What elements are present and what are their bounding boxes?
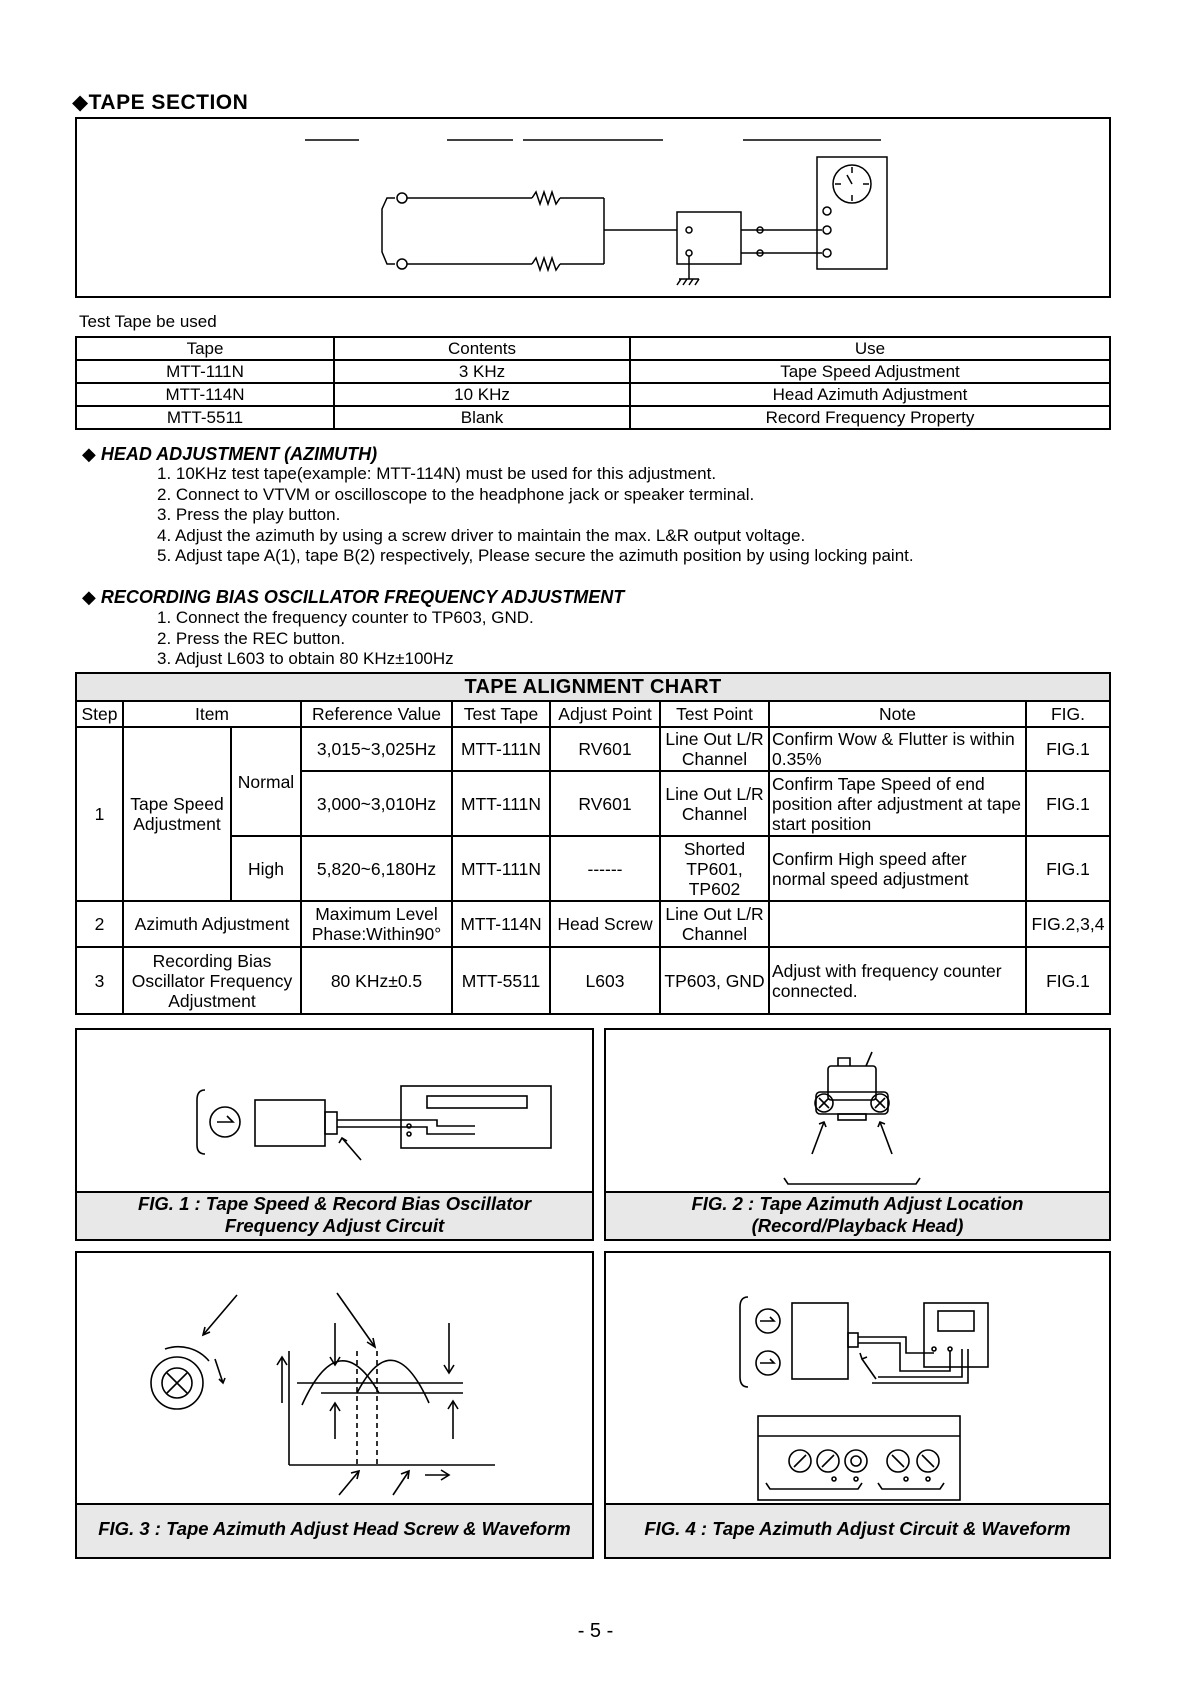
circuit-schematic-drawing bbox=[77, 119, 1109, 296]
note-cell bbox=[769, 901, 1026, 947]
table-cell: Shorted TP601, TP602 bbox=[660, 836, 769, 901]
table-cell: 5,820~6,180Hz bbox=[301, 836, 452, 901]
header-adjust-point: Adjust Point bbox=[550, 701, 660, 727]
table-cell: L603 bbox=[550, 947, 660, 1014]
table-cell: 10 KHz bbox=[334, 383, 630, 406]
header-use: Use bbox=[630, 337, 1110, 360]
step-line: 3. Press the play button. bbox=[157, 505, 341, 524]
table-header-row bbox=[76, 337, 1110, 360]
step-line: 5. Adjust tape A(1), tape B(2) respectively, Please secure the azimuth position by using locking paint. bbox=[157, 546, 914, 565]
fig3-drawing bbox=[77, 1253, 592, 1508]
section-title: ◆TAPE SECTION bbox=[72, 91, 249, 114]
table-cell: MTT-114N bbox=[76, 383, 334, 406]
header-test-point: Test Point bbox=[660, 701, 769, 727]
table-cell: FIG.2,3,4 bbox=[1026, 901, 1110, 947]
fig4-drawing bbox=[606, 1253, 1109, 1508]
caption-line: FIG. 1 : Tape Speed & Record Bias Oscillator bbox=[137, 1193, 532, 1214]
header-reference-value: Reference Value bbox=[301, 701, 452, 727]
header-fig: FIG. bbox=[1026, 701, 1110, 727]
caption-line: Frequency Adjust Circuit bbox=[224, 1215, 445, 1236]
test-tape-table bbox=[75, 336, 1111, 430]
test-tape-caption: Test Tape be used bbox=[79, 312, 217, 331]
table-cell: FIG.1 bbox=[1026, 771, 1110, 836]
step-number: 3 bbox=[76, 947, 123, 1014]
note-cell: Adjust with frequency counter connected. bbox=[769, 947, 1026, 1014]
step-line: 2. Press the REC button. bbox=[157, 628, 346, 648]
table-cell: MTT-114N bbox=[452, 901, 550, 947]
table-row bbox=[76, 901, 1110, 947]
table-cell: Record Frequency Property bbox=[630, 406, 1110, 429]
header-step: Step bbox=[76, 701, 123, 727]
note-cell: Confirm Wow & Flutter is within 0.35% bbox=[769, 727, 1026, 771]
table-cell: Line Out L/R Channel bbox=[660, 727, 769, 771]
item-cell: Tape Speed Adjustment bbox=[123, 727, 231, 901]
table-cell: FIG.1 bbox=[1026, 947, 1110, 1014]
table-cell: RV601 bbox=[550, 771, 660, 836]
table-cell: 3,015~3,025Hz bbox=[301, 727, 452, 771]
figure-2 bbox=[604, 1028, 1111, 1241]
table-row bbox=[76, 406, 1110, 429]
head-adjustment-title: ◆ HEAD ADJUSTMENT (AZIMUTH) bbox=[82, 444, 378, 464]
table-row bbox=[76, 836, 1110, 901]
figure-3 bbox=[75, 1251, 594, 1559]
step-line: 1. 10KHz test tape(example: MTT-114N) must be used for this adjustment. bbox=[157, 464, 717, 483]
table-cell: MTT-111N bbox=[452, 771, 550, 836]
note-cell: Confirm Tape Speed of end position after adjustment at tape start position bbox=[769, 771, 1026, 836]
fig1-caption bbox=[77, 1191, 592, 1239]
table-cell: TP603, GND bbox=[660, 947, 769, 1014]
fig4-caption: FIG. 4 : Tape Azimuth Adjust Circuit & Waveform bbox=[606, 1503, 1109, 1557]
table-cell: FIG.1 bbox=[1026, 836, 1110, 901]
item-cell: Recording Bias Oscillator Frequency Adjustment bbox=[123, 947, 301, 1014]
table-row bbox=[76, 383, 1110, 406]
step-number: 1 bbox=[76, 727, 123, 901]
header-note: Note bbox=[769, 701, 1026, 727]
table-row bbox=[76, 360, 1110, 383]
step-line: 2. Connect to VTVM or oscilloscope to the headphone jack or speaker terminal. bbox=[157, 484, 755, 504]
header-tape: Tape bbox=[76, 337, 334, 360]
fig2-drawing bbox=[606, 1030, 1109, 1190]
fig1-drawing bbox=[77, 1030, 592, 1190]
header-test-tape: Test Tape bbox=[452, 701, 550, 727]
fig3-caption: FIG. 3 : Tape Azimuth Adjust Head Screw & Waveform bbox=[77, 1503, 592, 1557]
tape-alignment-chart bbox=[75, 672, 1111, 1015]
table-row bbox=[76, 947, 1110, 1014]
table-cell: MTT-5511 bbox=[452, 947, 550, 1014]
table-cell: MTT-111N bbox=[452, 727, 550, 771]
figure-1 bbox=[75, 1028, 594, 1241]
step-line: 4. Adjust the azimuth by using a screw driver to maintain the max. L&R output voltage. bbox=[157, 525, 806, 545]
table-cell: Head Azimuth Adjustment bbox=[630, 383, 1110, 406]
table-cell: FIG.1 bbox=[1026, 727, 1110, 771]
table-cell: 80 KHz±0.5 bbox=[301, 947, 452, 1014]
head-adjustment-steps bbox=[157, 464, 914, 567]
bias-adjustment-steps bbox=[157, 608, 534, 670]
page-number: - 5 - bbox=[577, 1620, 614, 1642]
table-cell: ------ bbox=[550, 836, 660, 901]
table-cell: Line Out L/R Channel bbox=[660, 901, 769, 947]
caption-line: FIG. 2 : Tape Azimuth Adjust Location bbox=[691, 1193, 1024, 1214]
caption-line: (Record/Playback Head) bbox=[751, 1215, 964, 1236]
table-cell: MTT-111N bbox=[76, 360, 334, 383]
table-row bbox=[76, 727, 1110, 771]
table-cell: RV601 bbox=[550, 727, 660, 771]
fig2-caption bbox=[606, 1191, 1109, 1239]
table-cell: MTT-5511 bbox=[76, 406, 334, 429]
table-cell: Line Out L/R Channel bbox=[660, 771, 769, 836]
step-line: 3. Adjust L603 to obtain 80 KHz±100Hz bbox=[157, 649, 454, 668]
table-cell: 3,000~3,010Hz bbox=[301, 771, 452, 836]
step-number: 2 bbox=[76, 901, 123, 947]
note-cell: Confirm High speed after normal speed adjustment bbox=[769, 836, 1026, 901]
table-header-row bbox=[76, 701, 1110, 727]
table-cell: MTT-111N bbox=[452, 836, 550, 901]
table-cell: Maximum Level Phase:Within90° bbox=[301, 901, 452, 947]
bias-adjustment-title: ◆ RECORDING BIAS OSCILLATOR FREQUENCY ADJUSTMENT bbox=[82, 587, 625, 607]
table-cell: Head Screw bbox=[550, 901, 660, 947]
table-cell: 3 KHz bbox=[334, 360, 630, 383]
header-contents: Contents bbox=[334, 337, 630, 360]
item-cell: Azimuth Adjustment bbox=[123, 901, 301, 947]
alignment-chart-title: TAPE ALIGNMENT CHART bbox=[76, 673, 1110, 701]
header-item: Item bbox=[123, 701, 301, 727]
mode-high: High bbox=[231, 836, 301, 901]
step-line: 1. Connect the frequency counter to TP603, GND. bbox=[157, 608, 534, 627]
test-circuit-diagram bbox=[75, 117, 1111, 298]
figure-4 bbox=[604, 1251, 1111, 1559]
mode-normal: Normal bbox=[231, 727, 301, 836]
table-cell: Blank bbox=[334, 406, 630, 429]
table-cell: Tape Speed Adjustment bbox=[630, 360, 1110, 383]
